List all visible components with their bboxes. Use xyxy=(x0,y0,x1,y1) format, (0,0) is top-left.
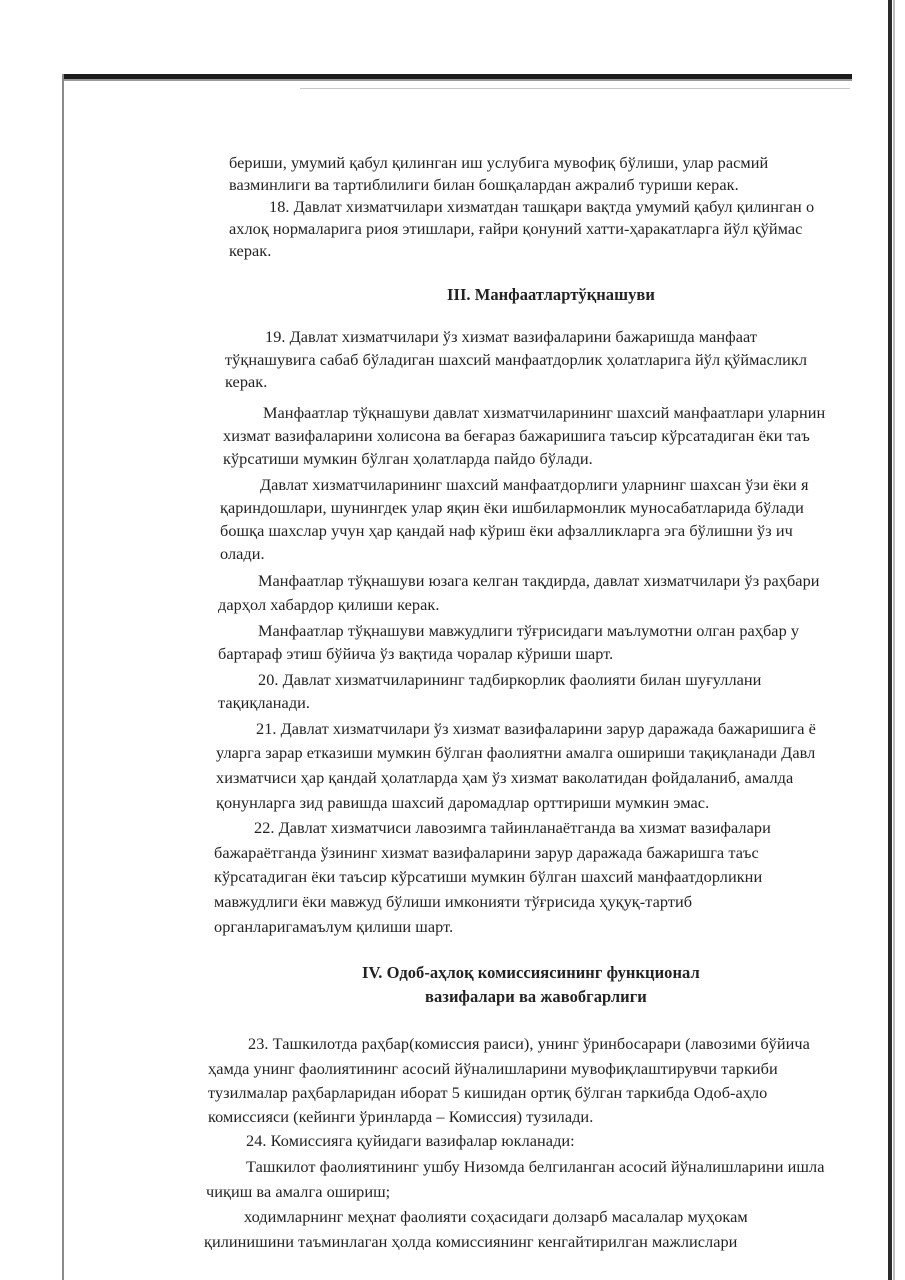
text-line: олади. xyxy=(220,544,265,563)
text-line: бажараётганда ўзининг хизмат вазифаларини зарур даражада бажаришга таъс xyxy=(214,843,759,862)
text-line: Манфаатлар тўқнашуви давлат хизматчиларининг шахсий манфаатлари уларнин xyxy=(263,403,826,422)
section-heading: вазифалари ва жавобгарлиги xyxy=(425,987,647,1006)
section-heading: III. Манфаатлартўқнашуви xyxy=(447,285,655,304)
text-line: дарҳол хабардор қилиши керак. xyxy=(218,595,440,614)
text-line: 18. Давлат хизматчилари хизматдан ташқари вақтда умумий қабул қилинган о xyxy=(269,197,815,216)
text-line: вазминлиги ва тартиблилиги билан бошқалардан ажралиб туриши керак. xyxy=(229,175,739,194)
scan-right-border-shadow xyxy=(893,0,895,1280)
text-line: 20. Давлат хизматчиларининг тадбиркорлик фаолияти билан шуғуллани xyxy=(258,670,762,689)
text-line: мавжудлиги ёки мавжуд бўлиши имконияти тўғрисида ҳуқуқ-тартиб xyxy=(214,892,693,911)
text-line: кўрсатадиган ёки таъсир кўрсатиши мумкин бўлган шахсий манфаатдорликни xyxy=(214,867,763,886)
scan-right-border xyxy=(888,0,892,1280)
text-line: кўрсатиши мумкин бўлган ҳолатларда пайдо бўлади. xyxy=(223,449,593,468)
text-line: Манфаатлар тўқнашуви юзага келган тақдирда, давлат хизматчилари ўз раҳбари xyxy=(258,571,820,590)
text-line: ходимларнинг меҳнат фаолияти соҳасидаги долзарб масалалар муҳокам xyxy=(244,1207,748,1226)
text-line: 23. Ташкилотда раҳбар(комиссия раиси), унинг ўринбосарари (лавозими бўйича xyxy=(248,1034,810,1053)
text-line: чиқиш ва амалга ошириш; xyxy=(206,1182,391,1201)
text-line: ҳамда унинг фаолиятининг асосий йўналишларини мувофиқлаштирувчи таркиби xyxy=(208,1059,778,1078)
text-line: қилинишини таъминлаган ҳолда комиссиянинг кенгайтирилган мажлислари xyxy=(204,1232,738,1251)
text-line: тўқнашувига сабаб бўладиган шахсий манфаатдорлик ҳолатларига йўл қўймасликл xyxy=(225,350,808,369)
text-line: уларга зарар етказиши мумкин бўлган фаолиятни амалга ошириши тақиқланади Давл xyxy=(216,743,816,762)
text-line: тақиқланади. xyxy=(218,693,311,712)
text-line: қонунларга зид равишда шахсий даромадлар орттириши мумкин эмас. xyxy=(216,793,710,812)
text-line: 21. Давлат хизматчилари ўз хизмат вазифаларини зарур даражада бажаришига ё xyxy=(256,719,816,738)
text-line: бериши, умумий қабул қилинган иш услубига мувофиқ бўлиши, улар расмий xyxy=(229,153,769,172)
text-line: 19. Давлат хизматчилари ўз хизмат вазифаларини бажаришда манфаат xyxy=(265,327,758,346)
text-line: керак. xyxy=(225,372,268,391)
text-line: керак. xyxy=(229,241,272,260)
text-line: Давлат хизматчиларининг шахсий манфаатдорлиги уларнинг шахсан ўзи ёки я xyxy=(260,475,809,494)
text-line: Манфаатлар тўқнашуви мавжудлиги тўғрисидаги маълумотни олган раҳбар у xyxy=(258,621,800,640)
text-line: 24. Комиссияга қуйидаги вазифалар юкланади: xyxy=(246,1131,575,1150)
text-line: бошқа шахслар учун ҳар қандай наф кўриш ёки афзалликларга эга бўлишни ўз ич xyxy=(220,521,793,540)
section-heading: IV. Одоб-аҳлоқ комиссиясининг функционал xyxy=(362,963,700,982)
text-line: хизматчиси ҳар қандай ҳолатларда ҳам ўз хизмат ваколатидан фойдаланиб, амалда xyxy=(216,768,794,787)
text-line: қариндошлари, шунингдек улар яқин ёки ишбилармонлик муносабатларида бўлади xyxy=(220,498,804,517)
text-line: 22. Давлат хизматчиси лавозимга тайинланаётганда ва хизмат вазифалари xyxy=(254,818,771,837)
text-line: бартараф этиш бўйича ўз вақтида чоралар кўриши шарт. xyxy=(218,644,614,663)
text-line: ахлоқ нормаларига риоя этишлари, ғайри қонуний хатти-ҳаракатларга йўл қўймас xyxy=(229,219,803,238)
text-line: комиссияси (кейинги ўринларда – Комиссия) тузилади. xyxy=(208,1107,594,1126)
text-line: органларигамаълум қилиши шарт. xyxy=(214,917,454,936)
text-line: Ташкилот фаолиятининг ушбу Низомда белгиланган асосий йўналишларини ишла xyxy=(246,1157,825,1176)
text-line: тузилмалар раҳбарларидан иборат 5 кишидан ортиқ бўлган таркибда Одоб-аҳло xyxy=(208,1083,768,1102)
text-line: хизмат вазифаларини холисона ва беғараз бажаришига таъсир кўрсатадиган ёки таъ xyxy=(223,426,810,445)
